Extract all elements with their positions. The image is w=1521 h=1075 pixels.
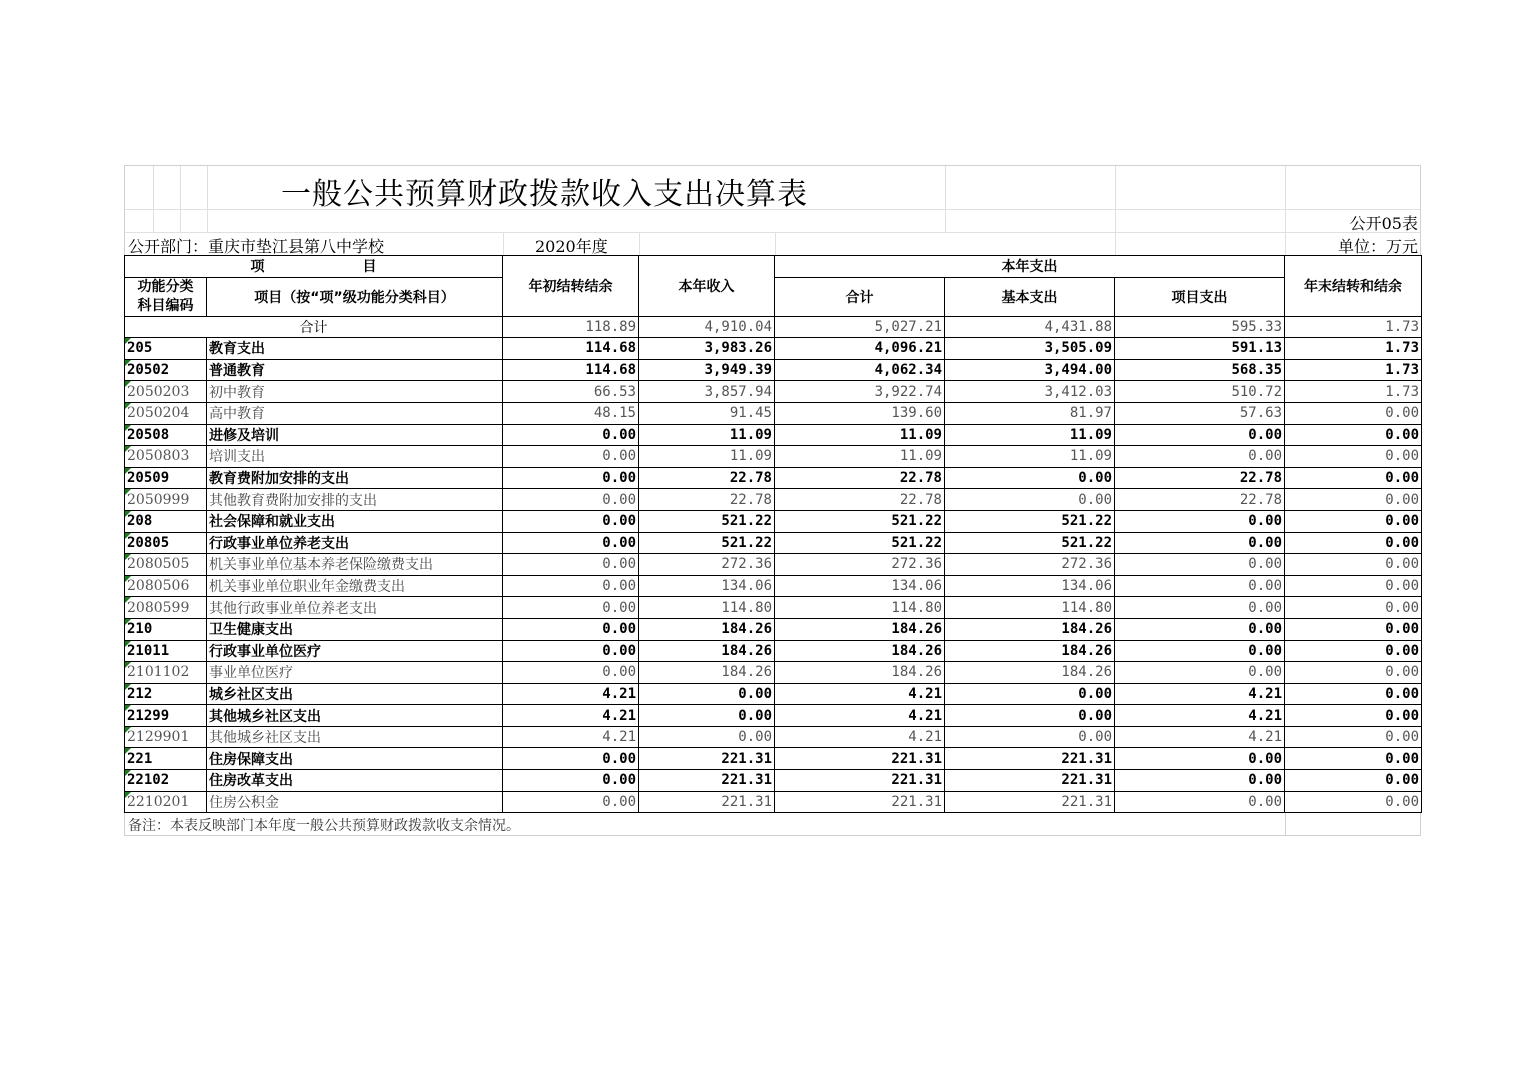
cell-code: 20509 — [125, 467, 207, 489]
cell-income: 0.00 — [639, 705, 775, 727]
cell-end: 0.00 — [1285, 446, 1422, 468]
cell-income: 521.22 — [639, 532, 775, 554]
header-project: 项目支出 — [1115, 277, 1285, 316]
cell-project: 0.00 — [1115, 575, 1285, 597]
header-income: 本年收入 — [639, 256, 775, 317]
cell-project: 22.78 — [1115, 467, 1285, 489]
cell-project: 591.13 — [1115, 338, 1285, 360]
cell-begin: 0.00 — [503, 618, 639, 640]
cell-name: 培训支出 — [207, 446, 503, 468]
cell-begin: 0.00 — [503, 554, 639, 576]
cell-project: 0.00 — [1115, 748, 1285, 770]
cell-basic: 521.22 — [945, 510, 1115, 532]
cell-code: 2080506 — [125, 575, 207, 597]
cell-end: 0.00 — [1285, 532, 1422, 554]
header-item: 项 目 — [125, 256, 503, 278]
cell-total: 521.22 — [775, 510, 945, 532]
cell-name: 初中教育 — [207, 381, 503, 403]
cell-end: 0.00 — [1285, 424, 1422, 446]
cell-name: 机关事业单位基本养老保险缴费支出 — [207, 554, 503, 576]
header-expense-group: 本年支出 — [775, 256, 1285, 278]
cell-basic: 221.31 — [945, 770, 1115, 792]
cell-end: 0.00 — [1285, 770, 1422, 792]
cell-income: 521.22 — [639, 510, 775, 532]
cell-begin: 0.00 — [503, 467, 639, 489]
cell-code: 221 — [125, 748, 207, 770]
table-row — [125, 662, 1422, 684]
cell-income: 184.26 — [639, 662, 775, 684]
table-row — [125, 510, 1422, 532]
cell-code: 2080505 — [125, 554, 207, 576]
cell-income: 221.31 — [639, 770, 775, 792]
cell-project: 4.21 — [1115, 726, 1285, 748]
cell-code: 2050204 — [125, 402, 207, 424]
cell-basic: 11.09 — [945, 446, 1115, 468]
cell-project: 0.00 — [1115, 597, 1285, 619]
cell-begin: 0.00 — [503, 446, 639, 468]
cell-end: 0.00 — [1285, 705, 1422, 727]
total-begin: 118.89 — [503, 316, 639, 338]
cell-begin: 4.21 — [503, 683, 639, 705]
cell-code: 20502 — [125, 359, 207, 381]
cell-project: 568.35 — [1115, 359, 1285, 381]
cell-end: 1.73 — [1285, 381, 1422, 403]
cell-project: 4.21 — [1115, 705, 1285, 727]
cell-name: 社会保障和就业支出 — [207, 510, 503, 532]
cell-project: 0.00 — [1115, 510, 1285, 532]
fiscal-year: 2020年度 — [535, 237, 608, 256]
cell-begin: 66.53 — [503, 381, 639, 403]
table-row — [125, 338, 1422, 360]
cell-basic: 81.97 — [945, 402, 1115, 424]
cell-begin: 114.68 — [503, 338, 639, 360]
note-row — [124, 813, 1421, 836]
cell-name: 高中教育 — [207, 402, 503, 424]
cell-basic: 3,494.00 — [945, 359, 1115, 381]
cell-end: 0.00 — [1285, 791, 1422, 813]
cell-total: 4.21 — [775, 705, 945, 727]
cell-project: 0.00 — [1115, 446, 1285, 468]
cell-begin: 0.00 — [503, 640, 639, 662]
cell-basic: 0.00 — [945, 467, 1115, 489]
cell-income: 221.31 — [639, 791, 775, 813]
cell-begin: 0.00 — [503, 424, 639, 446]
cell-basic: 184.26 — [945, 662, 1115, 684]
cell-income: 114.80 — [639, 597, 775, 619]
cell-total: 11.09 — [775, 424, 945, 446]
cell-basic: 134.06 — [945, 575, 1115, 597]
header-begin-balance: 年初结转结余 — [503, 256, 639, 317]
total-basic: 4,431.88 — [945, 316, 1115, 338]
cell-name: 普通教育 — [207, 359, 503, 381]
cell-income: 91.45 — [639, 402, 775, 424]
cell-code: 22102 — [125, 770, 207, 792]
cell-income: 22.78 — [639, 489, 775, 511]
cell-project: 0.00 — [1115, 791, 1285, 813]
cell-basic: 184.26 — [945, 618, 1115, 640]
cell-income: 3,949.39 — [639, 359, 775, 381]
cell-begin: 114.68 — [503, 359, 639, 381]
cell-code: 20508 — [125, 424, 207, 446]
cell-name: 进修及培训 — [207, 424, 503, 446]
cell-code: 2080599 — [125, 597, 207, 619]
cell-end: 0.00 — [1285, 618, 1422, 640]
cell-end: 0.00 — [1285, 554, 1422, 576]
cell-code: 2050803 — [125, 446, 207, 468]
cell-total: 221.31 — [775, 748, 945, 770]
cell-total: 221.31 — [775, 770, 945, 792]
cell-name: 其他教育费附加安排的支出 — [207, 489, 503, 511]
cell-name: 城乡社区支出 — [207, 683, 503, 705]
cell-begin: 0.00 — [503, 532, 639, 554]
cell-basic: 221.31 — [945, 791, 1115, 813]
form-number: 公开05表 — [1349, 214, 1418, 233]
total-expense: 5,027.21 — [775, 316, 945, 338]
cell-total: 272.36 — [775, 554, 945, 576]
cell-total: 22.78 — [775, 467, 945, 489]
cell-end: 0.00 — [1285, 467, 1422, 489]
table-row — [125, 489, 1422, 511]
table-row — [125, 575, 1422, 597]
cell-code: 2101102 — [125, 662, 207, 684]
cell-name: 住房保障支出 — [207, 748, 503, 770]
total-label: 合计 — [125, 316, 503, 338]
cell-basic: 0.00 — [945, 726, 1115, 748]
total-income: 4,910.04 — [639, 316, 775, 338]
cell-begin: 0.00 — [503, 662, 639, 684]
table-row — [125, 705, 1422, 727]
cell-total: 4.21 — [775, 726, 945, 748]
unit-label: 单位：万元 — [1337, 237, 1418, 256]
cell-begin: 0.00 — [503, 575, 639, 597]
total-row — [125, 316, 1422, 338]
table-row — [125, 748, 1422, 770]
cell-end: 0.00 — [1285, 489, 1422, 511]
cell-income: 134.06 — [639, 575, 775, 597]
cell-project: 0.00 — [1115, 770, 1285, 792]
cell-project: 57.63 — [1115, 402, 1285, 424]
table-row — [125, 640, 1422, 662]
table-row — [125, 532, 1422, 554]
header-name: 项目（按“项”级功能分类科目） — [207, 277, 503, 316]
cell-total: 521.22 — [775, 532, 945, 554]
budget-sheet — [124, 165, 1421, 836]
cell-total: 4,062.34 — [775, 359, 945, 381]
cell-code: 21011 — [125, 640, 207, 662]
cell-end: 0.00 — [1285, 575, 1422, 597]
table-row — [125, 467, 1422, 489]
cell-project: 0.00 — [1115, 532, 1285, 554]
header-basic: 基本支出 — [945, 277, 1115, 316]
cell-name: 其他城乡社区支出 — [207, 705, 503, 727]
table-row — [125, 770, 1422, 792]
cell-total: 3,922.74 — [775, 381, 945, 403]
cell-basic: 3,505.09 — [945, 338, 1115, 360]
cell-basic: 272.36 — [945, 554, 1115, 576]
cell-code: 2050203 — [125, 381, 207, 403]
cell-name: 事业单位医疗 — [207, 662, 503, 684]
table-row — [125, 597, 1422, 619]
cell-begin: 0.00 — [503, 510, 639, 532]
cell-total: 4,096.21 — [775, 338, 945, 360]
cell-end: 0.00 — [1285, 662, 1422, 684]
cell-basic: 521.22 — [945, 532, 1115, 554]
cell-code: 210 — [125, 618, 207, 640]
cell-project: 0.00 — [1115, 662, 1285, 684]
department-row — [124, 232, 1421, 255]
cell-name: 卫生健康支出 — [207, 618, 503, 640]
cell-income: 272.36 — [639, 554, 775, 576]
cell-name: 其他城乡社区支出 — [207, 726, 503, 748]
table-row — [125, 618, 1422, 640]
cell-begin: 48.15 — [503, 402, 639, 424]
cell-income: 221.31 — [639, 748, 775, 770]
cell-name: 教育支出 — [207, 338, 503, 360]
cell-begin: 0.00 — [503, 489, 639, 511]
cell-end: 0.00 — [1285, 402, 1422, 424]
cell-end: 0.00 — [1285, 597, 1422, 619]
cell-basic: 0.00 — [945, 683, 1115, 705]
cell-name: 行政事业单位养老支出 — [207, 532, 503, 554]
cell-income: 22.78 — [639, 467, 775, 489]
cell-project: 0.00 — [1115, 618, 1285, 640]
cell-code: 208 — [125, 510, 207, 532]
table-row — [125, 726, 1422, 748]
cell-code: 205 — [125, 338, 207, 360]
cell-basic: 11.09 — [945, 424, 1115, 446]
cell-name: 住房改革支出 — [207, 770, 503, 792]
cell-income: 0.00 — [639, 726, 775, 748]
cell-total: 11.09 — [775, 446, 945, 468]
cell-basic: 221.31 — [945, 748, 1115, 770]
cell-project: 510.72 — [1115, 381, 1285, 403]
cell-income: 0.00 — [639, 683, 775, 705]
cell-begin: 0.00 — [503, 748, 639, 770]
header-end-balance: 年末结转和结余 — [1285, 256, 1422, 317]
table-row — [125, 683, 1422, 705]
cell-income: 11.09 — [639, 424, 775, 446]
cell-name: 行政事业单位医疗 — [207, 640, 503, 662]
cell-basic: 0.00 — [945, 489, 1115, 511]
cell-total: 184.26 — [775, 640, 945, 662]
cell-code: 212 — [125, 683, 207, 705]
cell-income: 3,983.26 — [639, 338, 775, 360]
cell-total: 221.31 — [775, 791, 945, 813]
cell-code: 2050999 — [125, 489, 207, 511]
table-row — [125, 359, 1422, 381]
cell-begin: 4.21 — [503, 726, 639, 748]
table-row — [125, 791, 1422, 813]
cell-total: 22.78 — [775, 489, 945, 511]
cell-end: 0.00 — [1285, 683, 1422, 705]
cell-begin: 0.00 — [503, 770, 639, 792]
cell-end: 0.00 — [1285, 510, 1422, 532]
cell-begin: 0.00 — [503, 791, 639, 813]
table-row — [125, 554, 1422, 576]
cell-income: 184.26 — [639, 640, 775, 662]
total-project: 595.33 — [1115, 316, 1285, 338]
cell-name: 教育费附加安排的支出 — [207, 467, 503, 489]
cell-basic: 114.80 — [945, 597, 1115, 619]
budget-table — [124, 255, 1422, 813]
cell-total: 184.26 — [775, 662, 945, 684]
header-code: 功能分类科目编码 — [125, 277, 207, 316]
cell-end: 0.00 — [1285, 748, 1422, 770]
header-total: 合计 — [775, 277, 945, 316]
cell-basic: 184.26 — [945, 640, 1115, 662]
table-row — [125, 381, 1422, 403]
cell-code: 2129901 — [125, 726, 207, 748]
cell-name: 住房公积金 — [207, 791, 503, 813]
cell-begin: 4.21 — [503, 705, 639, 727]
cell-name: 其他行政事业单位养老支出 — [207, 597, 503, 619]
cell-total: 184.26 — [775, 618, 945, 640]
cell-project: 0.00 — [1115, 554, 1285, 576]
cell-name: 机关事业单位职业年金缴费支出 — [207, 575, 503, 597]
cell-total: 114.80 — [775, 597, 945, 619]
cell-basic: 0.00 — [945, 705, 1115, 727]
cell-income: 184.26 — [639, 618, 775, 640]
cell-total: 134.06 — [775, 575, 945, 597]
cell-project: 4.21 — [1115, 683, 1285, 705]
page-title: 一般公共预算财政拨款收入支出决算表 — [281, 177, 808, 212]
cell-project: 0.00 — [1115, 424, 1285, 446]
cell-income: 11.09 — [639, 446, 775, 468]
cell-end: 0.00 — [1285, 640, 1422, 662]
cell-code: 21299 — [125, 705, 207, 727]
cell-total: 139.60 — [775, 402, 945, 424]
table-row — [125, 424, 1422, 446]
cell-end: 1.73 — [1285, 338, 1422, 360]
table-row — [125, 402, 1422, 424]
department-label: 公开部门：重庆市垫江县第八中学校 — [128, 237, 385, 256]
cell-code: 2210201 — [125, 791, 207, 813]
cell-total: 4.21 — [775, 683, 945, 705]
cell-basic: 3,412.03 — [945, 381, 1115, 403]
table-row — [125, 446, 1422, 468]
cell-project: 22.78 — [1115, 489, 1285, 511]
cell-end: 1.73 — [1285, 359, 1422, 381]
form-number-row — [124, 209, 1421, 232]
cell-code: 20805 — [125, 532, 207, 554]
footnote: 备注：本表反映部门本年度一般公共预算财政拨款收支余情况。 — [128, 818, 520, 835]
cell-income: 3,857.94 — [639, 381, 775, 403]
cell-begin: 0.00 — [503, 597, 639, 619]
title-row — [124, 165, 1421, 212]
cell-end: 0.00 — [1285, 726, 1422, 748]
total-end: 1.73 — [1285, 316, 1422, 338]
cell-project: 0.00 — [1115, 640, 1285, 662]
